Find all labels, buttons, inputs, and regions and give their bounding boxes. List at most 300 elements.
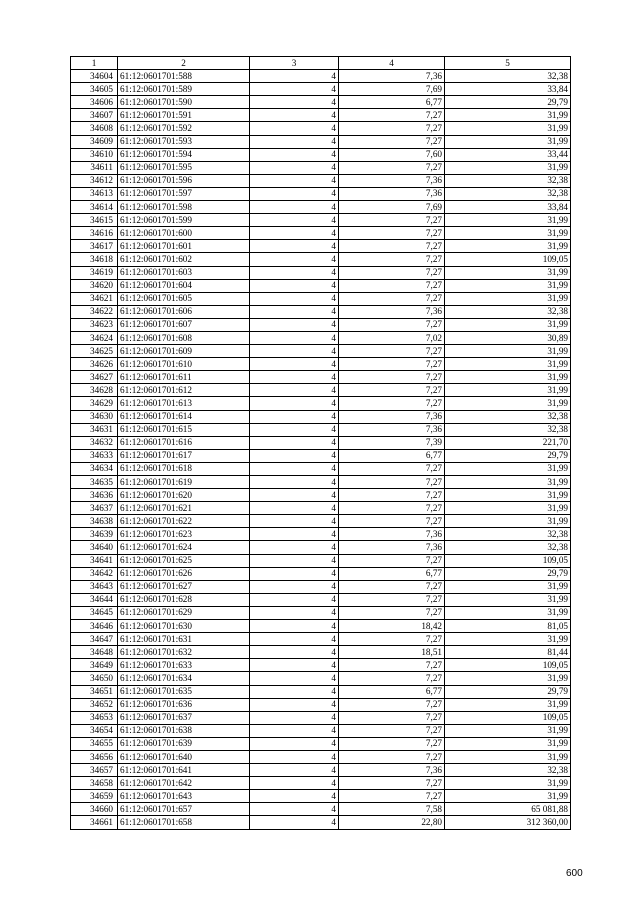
table-cell: 61:12:0601701:630: [118, 620, 250, 633]
table-row: [71, 397, 571, 410]
table-cell: 31,99: [445, 109, 571, 122]
table-row: [71, 737, 571, 750]
table-row: [71, 528, 571, 541]
table-cell: 34617: [71, 240, 118, 253]
table-cell: 6,77: [339, 96, 445, 109]
table-cell: 31,99: [445, 122, 571, 135]
table-cell: 4: [250, 528, 339, 541]
table-cell: 34614: [71, 201, 118, 214]
column-header: 4: [339, 57, 445, 70]
table-cell: 4: [250, 646, 339, 659]
table-cell: 34645: [71, 606, 118, 619]
table-row: [71, 371, 571, 384]
table-row: [71, 633, 571, 646]
table-cell: 61:12:0601701:589: [118, 83, 250, 96]
table-cell: 7,27: [339, 279, 445, 292]
table-row: [71, 462, 571, 475]
table-cell: 4: [250, 449, 339, 462]
table-row: [71, 96, 571, 109]
table-cell: 4: [250, 685, 339, 698]
table-cell: 29,79: [445, 567, 571, 580]
table-cell: 4: [250, 659, 339, 672]
table-cell: 4: [250, 227, 339, 240]
table-row: [71, 358, 571, 371]
table-cell: 7,27: [339, 698, 445, 711]
table-cell: 7,27: [339, 161, 445, 174]
table-cell: 61:12:0601701:617: [118, 449, 250, 462]
table-cell: 22,80: [339, 816, 445, 829]
table-cell: 34621: [71, 292, 118, 305]
table-cell: 34652: [71, 698, 118, 711]
table-cell: 7,27: [339, 502, 445, 515]
table-cell: 7,27: [339, 711, 445, 724]
table-cell: 31,99: [445, 580, 571, 593]
table-cell: 34612: [71, 174, 118, 187]
table-cell: 7,27: [339, 777, 445, 790]
table-cell: 31,99: [445, 240, 571, 253]
table-cell: 32,38: [445, 305, 571, 318]
table-cell: 61:12:0601701:627: [118, 580, 250, 593]
table-cell: 61:12:0601701:615: [118, 423, 250, 436]
table-cell: 61:12:0601701:604: [118, 279, 250, 292]
table-cell: 4: [250, 462, 339, 475]
table-cell: 7,36: [339, 423, 445, 436]
table-cell: 31,99: [445, 750, 571, 763]
table-cell: 31,99: [445, 371, 571, 384]
table-cell: 4: [250, 515, 339, 528]
table-cell: 61:12:0601701:628: [118, 593, 250, 606]
table-row: [71, 606, 571, 619]
table-cell: 61:12:0601701:658: [118, 816, 250, 829]
table-cell: 61:12:0601701:629: [118, 606, 250, 619]
table-cell: 7,27: [339, 659, 445, 672]
table-cell: 7,27: [339, 135, 445, 148]
table-cell: 4: [250, 593, 339, 606]
table-cell: 7,27: [339, 462, 445, 475]
table-row: [71, 410, 571, 423]
table-cell: 7,39: [339, 436, 445, 449]
table-cell: 4: [250, 70, 339, 83]
table-row: [71, 253, 571, 266]
table-cell: 34641: [71, 554, 118, 567]
table-cell: 34616: [71, 227, 118, 240]
table-cell: 4: [250, 724, 339, 737]
table-cell: 61:12:0601701:602: [118, 253, 250, 266]
table-cell: 34620: [71, 279, 118, 292]
table-cell: 61:12:0601701:640: [118, 750, 250, 763]
table-cell: 61:12:0601701:597: [118, 187, 250, 200]
table-cell: 4: [250, 174, 339, 187]
table-cell: 61:12:0601701:593: [118, 135, 250, 148]
table-cell: 81,44: [445, 646, 571, 659]
table-cell: 34625: [71, 345, 118, 358]
table-cell: 31,99: [445, 489, 571, 502]
table-cell: 4: [250, 554, 339, 567]
table-cell: 65 081,88: [445, 803, 571, 816]
table-cell: 61:12:0601701:609: [118, 345, 250, 358]
table-cell: 7,36: [339, 174, 445, 187]
column-header: 2: [118, 57, 250, 70]
table-cell: 4: [250, 371, 339, 384]
table-cell: 32,38: [445, 541, 571, 554]
table-cell: 34654: [71, 724, 118, 737]
table-cell: 7,27: [339, 109, 445, 122]
table-cell: 7,69: [339, 83, 445, 96]
table-cell: 221,70: [445, 436, 571, 449]
table-cell: 34658: [71, 777, 118, 790]
table-cell: 32,38: [445, 528, 571, 541]
table-cell: 4: [250, 358, 339, 371]
table-cell: 31,99: [445, 135, 571, 148]
table-cell: 34629: [71, 397, 118, 410]
table-cell: 31,99: [445, 161, 571, 174]
table-cell: 61:12:0601701:638: [118, 724, 250, 737]
table-row: [71, 187, 571, 200]
table-row: [71, 764, 571, 777]
table-cell: 7,27: [339, 672, 445, 685]
table-cell: 34628: [71, 384, 118, 397]
page-number: 600: [566, 868, 583, 879]
table-cell: 61:12:0601701:626: [118, 567, 250, 580]
table-cell: 34635: [71, 476, 118, 489]
table-row: [71, 174, 571, 187]
table-cell: 6,77: [339, 685, 445, 698]
table-cell: 61:12:0601701:613: [118, 397, 250, 410]
table-cell: 4: [250, 737, 339, 750]
table-cell: 4: [250, 423, 339, 436]
table-cell: 31,99: [445, 737, 571, 750]
table-cell: 109,05: [445, 711, 571, 724]
table-cell: 4: [250, 580, 339, 593]
table-row: [71, 646, 571, 659]
column-header: 1: [71, 57, 118, 70]
table-cell: 34656: [71, 750, 118, 763]
table-cell: 34607: [71, 109, 118, 122]
table-cell: 61:12:0601701:633: [118, 659, 250, 672]
table-cell: 7,36: [339, 70, 445, 83]
column-header: 5: [445, 57, 571, 70]
table-row: [71, 384, 571, 397]
table-cell: 7,27: [339, 476, 445, 489]
table-cell: 61:12:0601701:596: [118, 174, 250, 187]
table-cell: 31,99: [445, 345, 571, 358]
table-cell: 34660: [71, 803, 118, 816]
table-cell: 7,27: [339, 737, 445, 750]
table-cell: 61:12:0601701:616: [118, 436, 250, 449]
table-cell: 31,99: [445, 227, 571, 240]
table-cell: 34610: [71, 148, 118, 161]
table-cell: 7,27: [339, 790, 445, 803]
table-cell: 7,27: [339, 606, 445, 619]
table-cell: 7,27: [339, 724, 445, 737]
table-cell: 4: [250, 161, 339, 174]
table-cell: 34623: [71, 318, 118, 331]
table-cell: 312 360,00: [445, 816, 571, 829]
column-header: 3: [250, 57, 339, 70]
table-cell: 7,02: [339, 331, 445, 344]
table-cell: 31,99: [445, 633, 571, 646]
table-cell: 4: [250, 606, 339, 619]
table-cell: 4: [250, 436, 339, 449]
table-cell: 7,27: [339, 266, 445, 279]
table-cell: 6,77: [339, 567, 445, 580]
table-cell: 34604: [71, 70, 118, 83]
table-cell: 31,99: [445, 358, 571, 371]
table-cell: 61:12:0601701:603: [118, 266, 250, 279]
table-row: [71, 724, 571, 737]
table-cell: 61:12:0601701:611: [118, 371, 250, 384]
table-cell: 32,38: [445, 70, 571, 83]
table-cell: 31,99: [445, 397, 571, 410]
table-cell: 34655: [71, 737, 118, 750]
table-cell: 7,27: [339, 397, 445, 410]
table-cell: 4: [250, 331, 339, 344]
table-cell: 31,99: [445, 476, 571, 489]
table-cell: 34626: [71, 358, 118, 371]
table-cell: 4: [250, 502, 339, 515]
table-cell: 33,84: [445, 83, 571, 96]
table-row: [71, 279, 571, 292]
table-row: [71, 502, 571, 515]
table-cell: 31,99: [445, 502, 571, 515]
table-row: [71, 122, 571, 135]
table-cell: 4: [250, 187, 339, 200]
table-cell: 4: [250, 790, 339, 803]
table-cell: 61:12:0601701:624: [118, 541, 250, 554]
table-row: [71, 803, 571, 816]
table-row: [71, 161, 571, 174]
table-cell: 61:12:0601701:610: [118, 358, 250, 371]
header-row: [71, 57, 571, 70]
table-cell: 61:12:0601701:614: [118, 410, 250, 423]
table-cell: 7,27: [339, 345, 445, 358]
table-cell: 61:12:0601701:592: [118, 122, 250, 135]
table-cell: 4: [250, 816, 339, 829]
table-cell: 4: [250, 109, 339, 122]
table-cell: 81,05: [445, 620, 571, 633]
table-cell: 34639: [71, 528, 118, 541]
table-row: [71, 305, 571, 318]
table-cell: 34624: [71, 331, 118, 344]
table-cell: 34632: [71, 436, 118, 449]
table-cell: 31,99: [445, 698, 571, 711]
table-row: [71, 292, 571, 305]
table-cell: 29,79: [445, 96, 571, 109]
table-cell: 4: [250, 764, 339, 777]
table-cell: 61:12:0601701:631: [118, 633, 250, 646]
table-row: [71, 580, 571, 593]
table-cell: 32,38: [445, 423, 571, 436]
table-row: [71, 685, 571, 698]
table-cell: 7,36: [339, 528, 445, 541]
table-row: [71, 201, 571, 214]
table-cell: 7,27: [339, 253, 445, 266]
table-cell: 18,51: [339, 646, 445, 659]
table-cell: 34619: [71, 266, 118, 279]
table-cell: 4: [250, 711, 339, 724]
table-cell: 34643: [71, 580, 118, 593]
table-cell: 34637: [71, 502, 118, 515]
table-row: [71, 331, 571, 344]
table-cell: 4: [250, 122, 339, 135]
table-cell: 4: [250, 633, 339, 646]
table-cell: 7,27: [339, 554, 445, 567]
table-cell: 31,99: [445, 279, 571, 292]
table-cell: 34638: [71, 515, 118, 528]
table-cell: 7,27: [339, 318, 445, 331]
table-cell: 61:12:0601701:595: [118, 161, 250, 174]
table-cell: 7,27: [339, 358, 445, 371]
table-row: [71, 214, 571, 227]
table-cell: 34659: [71, 790, 118, 803]
table-cell: 4: [250, 698, 339, 711]
table-cell: 34611: [71, 161, 118, 174]
table-cell: 7,27: [339, 371, 445, 384]
table-cell: 34618: [71, 253, 118, 266]
table-cell: 4: [250, 541, 339, 554]
table-row: [71, 620, 571, 633]
table-cell: 61:12:0601701:641: [118, 764, 250, 777]
table-cell: 30,89: [445, 331, 571, 344]
table-cell: 34651: [71, 685, 118, 698]
table-row: [71, 476, 571, 489]
table-cell: 4: [250, 253, 339, 266]
table-cell: 61:12:0601701:588: [118, 70, 250, 83]
table-cell: 61:12:0601701:618: [118, 462, 250, 475]
table-cell: 4: [250, 305, 339, 318]
table-cell: 4: [250, 201, 339, 214]
table-cell: 61:12:0601701:621: [118, 502, 250, 515]
table-cell: 34606: [71, 96, 118, 109]
table-cell: 31,99: [445, 790, 571, 803]
table-row: [71, 148, 571, 161]
table-cell: 7,27: [339, 240, 445, 253]
table-cell: 4: [250, 148, 339, 161]
table-cell: 7,27: [339, 515, 445, 528]
table-cell: 4: [250, 489, 339, 502]
table-cell: 4: [250, 96, 339, 109]
table-cell: 32,38: [445, 410, 571, 423]
table-cell: 4: [250, 214, 339, 227]
table-cell: 61:12:0601701:590: [118, 96, 250, 109]
table-cell: 29,79: [445, 685, 571, 698]
table-cell: 61:12:0601701:601: [118, 240, 250, 253]
table-cell: 7,27: [339, 214, 445, 227]
table-cell: 4: [250, 567, 339, 580]
table-cell: 34622: [71, 305, 118, 318]
table-row: [71, 240, 571, 253]
table-row: [71, 318, 571, 331]
table-cell: 32,38: [445, 174, 571, 187]
table-row: [71, 816, 571, 829]
table-row: [71, 449, 571, 462]
table-cell: 34650: [71, 672, 118, 685]
table-cell: 61:12:0601701:634: [118, 672, 250, 685]
table-cell: 34609: [71, 135, 118, 148]
table-cell: 7,58: [339, 803, 445, 816]
table-cell: 4: [250, 83, 339, 96]
table-row: [71, 777, 571, 790]
table-cell: 109,05: [445, 554, 571, 567]
table-cell: 4: [250, 384, 339, 397]
table-cell: 33,44: [445, 148, 571, 161]
table-cell: 7,36: [339, 764, 445, 777]
table-cell: 34634: [71, 462, 118, 475]
table-cell: 31,99: [445, 606, 571, 619]
table-cell: 34647: [71, 633, 118, 646]
table-cell: 61:12:0601701:605: [118, 292, 250, 305]
table-cell: 109,05: [445, 253, 571, 266]
table-cell: 61:12:0601701:606: [118, 305, 250, 318]
table-cell: 7,27: [339, 227, 445, 240]
table-row: [71, 698, 571, 711]
table-row: [71, 266, 571, 279]
table-cell: 7,27: [339, 292, 445, 305]
table-cell: 34615: [71, 214, 118, 227]
table-cell: 61:12:0601701:642: [118, 777, 250, 790]
table-cell: 7,27: [339, 489, 445, 502]
table-row: [71, 554, 571, 567]
table-row: [71, 659, 571, 672]
table-row: [71, 489, 571, 502]
table-cell: 34661: [71, 816, 118, 829]
table-cell: 31,99: [445, 214, 571, 227]
table-cell: 34633: [71, 449, 118, 462]
table-cell: 6,77: [339, 449, 445, 462]
table-cell: 61:12:0601701:635: [118, 685, 250, 698]
table-cell: 4: [250, 292, 339, 305]
table-cell: 61:12:0601701:594: [118, 148, 250, 161]
table-cell: 4: [250, 318, 339, 331]
table-cell: 4: [250, 266, 339, 279]
table-cell: 61:12:0601701:600: [118, 227, 250, 240]
table-row: [71, 593, 571, 606]
data-table: [70, 56, 571, 830]
table-cell: 34642: [71, 567, 118, 580]
table-cell: 61:12:0601701:612: [118, 384, 250, 397]
table-cell: 31,99: [445, 672, 571, 685]
table-cell: 4: [250, 620, 339, 633]
table-cell: 31,99: [445, 384, 571, 397]
table-row: [71, 109, 571, 122]
table-cell: 61:12:0601701:623: [118, 528, 250, 541]
table-cell: 4: [250, 240, 339, 253]
table-row: [71, 436, 571, 449]
table-cell: 34631: [71, 423, 118, 436]
table-cell: 34646: [71, 620, 118, 633]
table-cell: 31,99: [445, 462, 571, 475]
table-cell: 7,60: [339, 148, 445, 161]
table-cell: 61:12:0601701:657: [118, 803, 250, 816]
table-cell: 7,36: [339, 305, 445, 318]
table-cell: 31,99: [445, 292, 571, 305]
table-row: [71, 83, 571, 96]
table-cell: 34613: [71, 187, 118, 200]
table-cell: 61:12:0601701:608: [118, 331, 250, 344]
table-row: [71, 567, 571, 580]
table-cell: 7,27: [339, 384, 445, 397]
table-cell: 61:12:0601701:620: [118, 489, 250, 502]
table-cell: 4: [250, 672, 339, 685]
table-cell: 4: [250, 397, 339, 410]
table-cell: 31,99: [445, 593, 571, 606]
table-row: [71, 711, 571, 724]
table-row: [71, 672, 571, 685]
table-cell: 61:12:0601701:619: [118, 476, 250, 489]
table-cell: 4: [250, 135, 339, 148]
table-cell: 7,27: [339, 633, 445, 646]
table-cell: 61:12:0601701:639: [118, 737, 250, 750]
